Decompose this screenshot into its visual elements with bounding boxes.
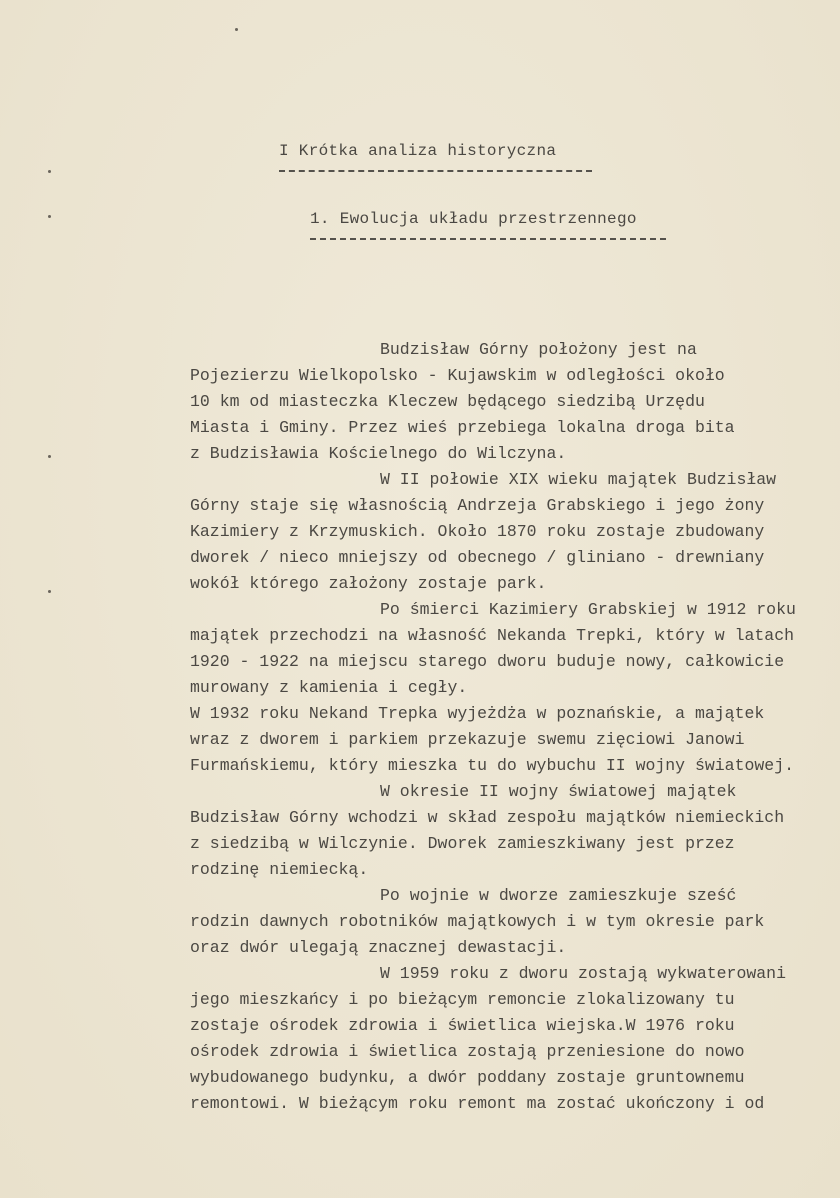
text-line: oraz dwór ulegają znacznej dewastacji. (190, 938, 567, 957)
chapter-heading: I Krótka analiza historyczna (279, 142, 557, 160)
text-line: dworek / nieco mniejszy od obecnego / gliniano - drewniany (190, 548, 765, 567)
text-line: z siedzibą w Wilczynie. Dworek zamieszkiwany jest przez (190, 834, 735, 853)
text-line: W 1959 roku z dworu zostają wykwaterowani (380, 964, 786, 983)
text-line: zostaje ośrodek zdrowia i świetlica wiejska.W 1976 roku (190, 1016, 735, 1035)
text-line: wraz z dworem i parkiem przekazuje swemu zięciowi Janowi (190, 730, 745, 749)
text-line: Furmańskiemu, który mieszka tu do wybuchu II wojny światowej. (190, 756, 794, 775)
text-line: 1920 - 1922 na miejscu starego dworu buduje nowy, całkowicie (190, 652, 785, 671)
text-line: Po śmierci Kazimiery Grabskiej w 1912 roku (380, 600, 796, 619)
text-line: Pojezierzu Wielkopolsko - Kujawskim w odległości około (190, 366, 725, 385)
text-line: wybudowanego budynku, a dwór poddany zostaje gruntownemu (190, 1068, 745, 1087)
section-underline (310, 238, 666, 240)
text-line: 10 km od miasteczka Kleczew będącego siedzibą Urzędu (190, 392, 705, 411)
margin-mark (48, 455, 51, 458)
margin-mark (235, 28, 238, 31)
text-line: remontowi. W bieżącym roku remont ma zostać ukończony i od (190, 1094, 765, 1113)
text-line: murowany z kamienia i cegły. (190, 678, 468, 697)
text-line: z Budzisławia Kościelnego do Wilczyna. (190, 444, 567, 463)
body-text (190, 337, 830, 1117)
chapter-underline (279, 170, 592, 172)
margin-mark (48, 215, 51, 218)
text-line: Po wojnie w dworze zamieszkuje sześć (380, 886, 737, 905)
text-line: rodzin dawnych robotników majątkowych i w tym okresie park (190, 912, 765, 931)
text-line: majątek przechodzi na własność Nekanda Trepki, który w latach (190, 626, 794, 645)
section-heading: 1. Ewolucja układu przestrzennego (310, 210, 637, 228)
text-line: rodzinę niemiecką. (190, 860, 369, 879)
text-line: W II połowie XIX wieku majątek Budzisław (380, 470, 777, 489)
text-line: wokół którego założony zostaje park. (190, 574, 547, 593)
text-line: Miasta i Gminy. Przez wieś przebiega lokalna droga bita (190, 418, 735, 437)
text-line: ośrodek zdrowia i świetlica zostają przeniesione do nowo (190, 1042, 745, 1061)
text-line: Kazimiery z Krzymuskich. Około 1870 roku zostaje zbudowany (190, 522, 765, 541)
margin-mark (48, 170, 51, 173)
text-line: Budzisław Górny wchodzi w skład zespołu majątków niemieckich (190, 808, 785, 827)
text-line: W 1932 roku Nekand Trepka wyjeżdża w poznańskie, a majątek (190, 704, 765, 723)
text-line: W okresie II wojny światowej majątek (380, 782, 737, 801)
margin-mark (48, 590, 51, 593)
text-line: jego mieszkańcy i po bieżącym remoncie zlokalizowany tu (190, 990, 735, 1009)
text-line: Budzisław Górny położony jest na (380, 340, 697, 359)
text-line: Górny staje się własnością Andrzeja Grabskiego i jego żony (190, 496, 765, 515)
